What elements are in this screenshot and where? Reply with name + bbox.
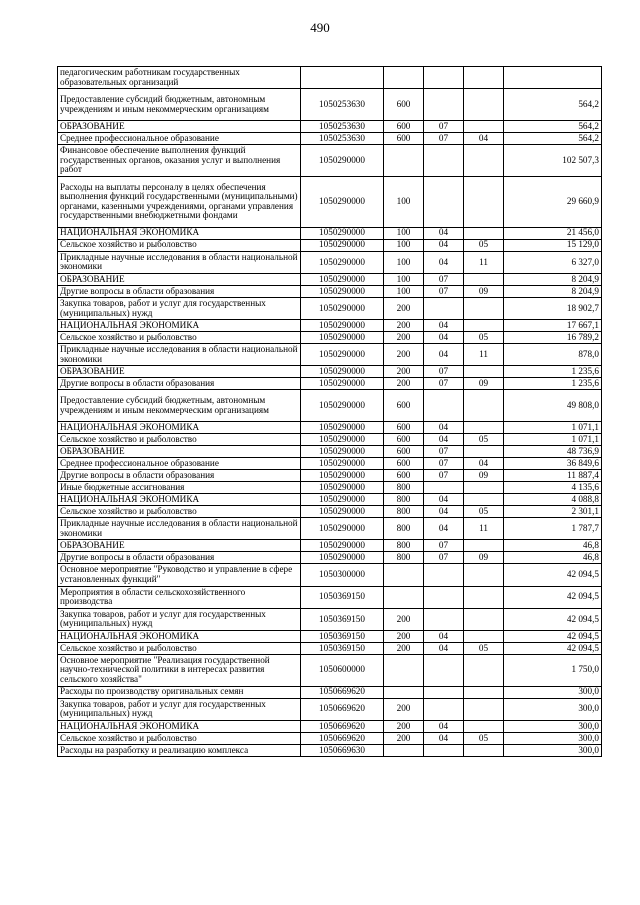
row-name-cell: Предоставление субсидий бюджетным, автономным учреждениям и иным некоммерческим организациям: [58, 89, 301, 121]
row-name-cell: НАЦИОНАЛЬНАЯ ЭКОНОМИКА: [58, 720, 301, 732]
row-rz-cell: 04: [424, 320, 464, 332]
table-row: [58, 434, 602, 446]
row-vr-cell: 200: [384, 698, 424, 720]
row-name-cell: Иные бюджетные ассигнования: [58, 482, 301, 494]
row-pr-cell: 11: [464, 518, 504, 540]
table-row: [58, 630, 602, 642]
row-name-cell: Закупка товаров, работ и услуг для государственных (муниципальных) нужд: [58, 698, 301, 720]
row-vr-cell: 800: [384, 494, 424, 506]
row-code-cell: 1050290000: [301, 251, 384, 273]
row-pr-cell: [464, 540, 504, 552]
table-row: [58, 518, 602, 540]
row-code-cell: 1050669620: [301, 720, 384, 732]
row-name-cell: ОБРАЗОВАНИЕ: [58, 273, 301, 285]
row-vr-cell: 200: [384, 732, 424, 744]
table-row: [58, 344, 602, 366]
row-pr-cell: [464, 608, 504, 630]
row-rz-cell: [424, 297, 464, 319]
row-name-cell: Сельское хозяйство и рыболовство: [58, 434, 301, 446]
row-sum-cell: 2 301,1: [504, 506, 602, 518]
row-code-cell: 1050290000: [301, 227, 384, 239]
row-code-cell: 1050290000: [301, 273, 384, 285]
table-row: [58, 494, 602, 506]
row-name-cell: Расходы по производству оригинальных семян: [58, 686, 301, 698]
row-vr-cell: 200: [384, 332, 424, 344]
row-rz-cell: 04: [424, 422, 464, 434]
row-code-cell: 1050290000: [301, 344, 384, 366]
table-row: [58, 720, 602, 732]
table-row: [58, 239, 602, 251]
row-name-cell: Основное мероприятие "Руководство и управление в сфере установленных функций": [58, 564, 301, 586]
row-vr-cell: 200: [384, 344, 424, 366]
row-vr-cell: 600: [384, 458, 424, 470]
row-name-cell: Закупка товаров, работ и услуг для государственных (муниципальных) нужд: [58, 297, 301, 319]
row-rz-cell: [424, 686, 464, 698]
row-name-cell: Закупка товаров, работ и услуг для государственных (муниципальных) нужд: [58, 608, 301, 630]
table-row: [58, 654, 602, 686]
row-name-cell: Расходы на разработку и реализацию комплекса: [58, 744, 301, 756]
row-rz-cell: [424, 144, 464, 176]
row-sum-cell: 4 088,8: [504, 494, 602, 506]
row-rz-cell: [424, 482, 464, 494]
row-vr-cell: 600: [384, 132, 424, 144]
row-rz-cell: [424, 176, 464, 227]
row-pr-cell: 09: [464, 552, 504, 564]
table-row: [58, 698, 602, 720]
row-vr-cell: 600: [384, 422, 424, 434]
row-pr-cell: [464, 320, 504, 332]
row-name-cell: Прикладные научные исследования в области национальной экономики: [58, 344, 301, 366]
row-pr-cell: [464, 67, 504, 89]
row-code-cell: 1050290000: [301, 518, 384, 540]
row-pr-cell: 05: [464, 239, 504, 251]
row-name-cell: Другие вопросы в области образования: [58, 285, 301, 297]
row-pr-cell: 04: [464, 132, 504, 144]
table-row: [58, 586, 602, 608]
row-code-cell: 1050369150: [301, 630, 384, 642]
row-sum-cell: 300,0: [504, 698, 602, 720]
row-code-cell: 1050290000: [301, 144, 384, 176]
row-sum-cell: 16 789,2: [504, 332, 602, 344]
row-code-cell: 1050290000: [301, 366, 384, 378]
row-name-cell: Основное мероприятие "Реализация государственной научно-технической политики в интересах развития сельского хозяйства": [58, 654, 301, 686]
row-vr-cell: 600: [384, 89, 424, 121]
row-sum-cell: 564,2: [504, 132, 602, 144]
row-name-cell: Среднее профессиональное образование: [58, 458, 301, 470]
row-pr-cell: 11: [464, 251, 504, 273]
row-rz-cell: 04: [424, 506, 464, 518]
row-code-cell: [301, 67, 384, 89]
row-code-cell: 1050290000: [301, 285, 384, 297]
table-row: [58, 332, 602, 344]
row-vr-cell: 100: [384, 239, 424, 251]
row-name-cell: ОБРАЗОВАНИЕ: [58, 120, 301, 132]
row-name-cell: Прикладные научные исследования в области национальной экономики: [58, 518, 301, 540]
row-sum-cell: 1 071,1: [504, 434, 602, 446]
row-vr-cell: 200: [384, 608, 424, 630]
row-pr-cell: 05: [464, 506, 504, 518]
row-sum-cell: 11 887,4: [504, 470, 602, 482]
row-code-cell: 1050290000: [301, 378, 384, 390]
row-pr-cell: [464, 390, 504, 422]
row-rz-cell: 07: [424, 458, 464, 470]
table-row: [58, 132, 602, 144]
row-sum-cell: 564,2: [504, 120, 602, 132]
row-rz-cell: 04: [424, 518, 464, 540]
row-rz-cell: 07: [424, 552, 464, 564]
row-vr-cell: 100: [384, 176, 424, 227]
row-sum-cell: 36 849,6: [504, 458, 602, 470]
row-code-cell: 1050290000: [301, 176, 384, 227]
row-pr-cell: 04: [464, 458, 504, 470]
row-vr-cell: 600: [384, 390, 424, 422]
row-code-cell: 1050369150: [301, 608, 384, 630]
table-row: [58, 89, 602, 121]
page-number: 490: [310, 20, 330, 35]
table-row: [58, 446, 602, 458]
row-code-cell: 1050669620: [301, 686, 384, 698]
table-row: [58, 251, 602, 273]
table-row: [58, 564, 602, 586]
row-vr-cell: 600: [384, 446, 424, 458]
row-pr-cell: 05: [464, 434, 504, 446]
row-sum-cell: 17 667,1: [504, 320, 602, 332]
table-row: [58, 144, 602, 176]
row-rz-cell: 07: [424, 540, 464, 552]
row-pr-cell: [464, 89, 504, 121]
row-vr-cell: 200: [384, 378, 424, 390]
row-vr-cell: 800: [384, 482, 424, 494]
row-vr-cell: 800: [384, 552, 424, 564]
table-row: [58, 470, 602, 482]
row-code-cell: 1050369150: [301, 642, 384, 654]
row-vr-cell: 600: [384, 470, 424, 482]
row-rz-cell: [424, 390, 464, 422]
row-code-cell: 1050253630: [301, 132, 384, 144]
row-sum-cell: 42 094,5: [504, 608, 602, 630]
budget-table: [57, 66, 602, 757]
row-code-cell: 1050669620: [301, 732, 384, 744]
table-row: [58, 378, 602, 390]
row-pr-cell: [464, 482, 504, 494]
table-row: [58, 458, 602, 470]
row-rz-cell: [424, 744, 464, 756]
row-rz-cell: 07: [424, 366, 464, 378]
row-name-cell: Расходы на выплаты персоналу в целях обеспечения выполнения функций государственными (муниципальными) органами, казенными учреждениями, органами управления государственными внебюджетными фондами: [58, 176, 301, 227]
row-name-cell: Прикладные научные исследования в области национальной экономики: [58, 251, 301, 273]
row-sum-cell: 21 456,0: [504, 227, 602, 239]
row-name-cell: НАЦИОНАЛЬНАЯ ЭКОНОМИКА: [58, 422, 301, 434]
row-rz-cell: 04: [424, 227, 464, 239]
row-name-cell: ОБРАЗОВАНИЕ: [58, 366, 301, 378]
row-rz-cell: 04: [424, 344, 464, 366]
row-code-cell: 1050290000: [301, 552, 384, 564]
row-sum-cell: 29 660,9: [504, 176, 602, 227]
row-sum-cell: 300,0: [504, 686, 602, 698]
table-row: [58, 422, 602, 434]
row-vr-cell: [384, 564, 424, 586]
row-sum-cell: 1 235,6: [504, 366, 602, 378]
row-code-cell: 1050290000: [301, 332, 384, 344]
row-rz-cell: 04: [424, 434, 464, 446]
row-sum-cell: 42 094,5: [504, 642, 602, 654]
row-sum-cell: 1 787,7: [504, 518, 602, 540]
row-vr-cell: 200: [384, 642, 424, 654]
row-code-cell: 1050290000: [301, 239, 384, 251]
row-vr-cell: 200: [384, 720, 424, 732]
row-pr-cell: [464, 630, 504, 642]
row-sum-cell: 42 094,5: [504, 564, 602, 586]
row-sum-cell: 8 204,9: [504, 273, 602, 285]
table-row: [58, 744, 602, 756]
row-pr-cell: [464, 227, 504, 239]
row-name-cell: Финансовое обеспечение выполнения функций государственных органов, оказания услуг и выполнения работ: [58, 144, 301, 176]
row-rz-cell: 04: [424, 332, 464, 344]
table-row: [58, 552, 602, 564]
row-code-cell: 1050369150: [301, 586, 384, 608]
row-rz-cell: 07: [424, 273, 464, 285]
row-pr-cell: [464, 144, 504, 176]
table-row: [58, 227, 602, 239]
row-vr-cell: 100: [384, 227, 424, 239]
row-code-cell: 1050290000: [301, 320, 384, 332]
table-row: [58, 482, 602, 494]
row-vr-cell: [384, 586, 424, 608]
row-code-cell: 1050290000: [301, 458, 384, 470]
row-name-cell: НАЦИОНАЛЬНАЯ ЭКОНОМИКА: [58, 630, 301, 642]
row-sum-cell: 46,8: [504, 552, 602, 564]
row-rz-cell: 07: [424, 470, 464, 482]
row-rz-cell: [424, 654, 464, 686]
row-name-cell: Предоставление субсидий бюджетным, автономным учреждениям и иным некоммерческим организациям: [58, 390, 301, 422]
row-pr-cell: 09: [464, 470, 504, 482]
row-vr-cell: 100: [384, 251, 424, 273]
row-code-cell: 1050253630: [301, 120, 384, 132]
row-code-cell: 1050290000: [301, 446, 384, 458]
row-pr-cell: [464, 297, 504, 319]
row-pr-cell: [464, 120, 504, 132]
row-pr-cell: 05: [464, 642, 504, 654]
row-vr-cell: 100: [384, 285, 424, 297]
table-row: [58, 285, 602, 297]
row-vr-cell: 800: [384, 518, 424, 540]
row-name-cell: Другие вопросы в области образования: [58, 552, 301, 564]
table-row: [58, 67, 602, 89]
row-code-cell: 1050290000: [301, 506, 384, 518]
row-pr-cell: [464, 273, 504, 285]
row-sum-cell: 42 094,5: [504, 586, 602, 608]
row-rz-cell: 04: [424, 494, 464, 506]
row-vr-cell: 200: [384, 630, 424, 642]
row-code-cell: 1050600000: [301, 654, 384, 686]
row-pr-cell: [464, 422, 504, 434]
row-name-cell: Другие вопросы в области образования: [58, 470, 301, 482]
row-sum-cell: 1 235,6: [504, 378, 602, 390]
row-vr-cell: [384, 686, 424, 698]
row-code-cell: 1050300000: [301, 564, 384, 586]
row-code-cell: 1050290000: [301, 434, 384, 446]
row-name-cell: Сельское хозяйство и рыболовство: [58, 506, 301, 518]
row-vr-cell: [384, 744, 424, 756]
table-row: [58, 320, 602, 332]
row-pr-cell: [464, 654, 504, 686]
row-name-cell: Сельское хозяйство и рыболовство: [58, 642, 301, 654]
row-name-cell: ОБРАЗОВАНИЕ: [58, 446, 301, 458]
row-sum-cell: 4 135,6: [504, 482, 602, 494]
table-row: [58, 120, 602, 132]
row-sum-cell: 8 204,9: [504, 285, 602, 297]
row-name-cell: НАЦИОНАЛЬНАЯ ЭКОНОМИКА: [58, 227, 301, 239]
row-code-cell: 1050290000: [301, 470, 384, 482]
row-name-cell: ОБРАЗОВАНИЕ: [58, 540, 301, 552]
row-sum-cell: 48 736,9: [504, 446, 602, 458]
row-pr-cell: 09: [464, 285, 504, 297]
row-pr-cell: [464, 494, 504, 506]
row-pr-cell: [464, 744, 504, 756]
row-code-cell: 1050669630: [301, 744, 384, 756]
row-rz-cell: 07: [424, 132, 464, 144]
table-row: [58, 297, 602, 319]
row-code-cell: 1050290000: [301, 297, 384, 319]
row-sum-cell: 102 507,3: [504, 144, 602, 176]
row-vr-cell: [384, 144, 424, 176]
row-code-cell: 1050290000: [301, 540, 384, 552]
row-name-cell: Другие вопросы в области образования: [58, 378, 301, 390]
row-sum-cell: [504, 67, 602, 89]
row-sum-cell: 46,8: [504, 540, 602, 552]
row-rz-cell: 07: [424, 120, 464, 132]
row-pr-cell: 05: [464, 732, 504, 744]
row-code-cell: 1050290000: [301, 494, 384, 506]
row-sum-cell: 15 129,0: [504, 239, 602, 251]
row-pr-cell: 11: [464, 344, 504, 366]
table-row: [58, 506, 602, 518]
row-rz-cell: [424, 586, 464, 608]
row-code-cell: 1050290000: [301, 482, 384, 494]
row-sum-cell: 300,0: [504, 732, 602, 744]
row-name-cell: Сельское хозяйство и рыболовство: [58, 332, 301, 344]
row-rz-cell: 07: [424, 446, 464, 458]
row-vr-cell: 100: [384, 273, 424, 285]
row-vr-cell: 600: [384, 434, 424, 446]
row-rz-cell: 04: [424, 720, 464, 732]
row-pr-cell: [464, 176, 504, 227]
table-row: [58, 732, 602, 744]
row-name-cell: педагогическим работникам государственных образовательных организаций: [58, 67, 301, 89]
row-pr-cell: [464, 686, 504, 698]
row-vr-cell: 200: [384, 320, 424, 332]
row-vr-cell: [384, 67, 424, 89]
row-code-cell: 1050669620: [301, 698, 384, 720]
row-vr-cell: 800: [384, 540, 424, 552]
row-sum-cell: 564,2: [504, 89, 602, 121]
row-code-cell: 1050290000: [301, 422, 384, 434]
budget-table-body: [58, 67, 602, 757]
row-sum-cell: 300,0: [504, 744, 602, 756]
row-pr-cell: [464, 698, 504, 720]
row-code-cell: 1050290000: [301, 390, 384, 422]
row-pr-cell: [464, 720, 504, 732]
table-row: [58, 390, 602, 422]
row-sum-cell: 49 808,0: [504, 390, 602, 422]
row-sum-cell: 1 750,0: [504, 654, 602, 686]
table-row: [58, 540, 602, 552]
row-vr-cell: 200: [384, 366, 424, 378]
row-rz-cell: 04: [424, 239, 464, 251]
table-row: [58, 176, 602, 227]
row-sum-cell: 878,0: [504, 344, 602, 366]
row-pr-cell: [464, 366, 504, 378]
row-name-cell: Среднее профессиональное образование: [58, 132, 301, 144]
row-rz-cell: [424, 67, 464, 89]
row-name-cell: Мероприятия в области сельскохозяйственного производства: [58, 586, 301, 608]
row-code-cell: 1050253630: [301, 89, 384, 121]
row-pr-cell: [464, 586, 504, 608]
table-row: [58, 366, 602, 378]
row-rz-cell: [424, 608, 464, 630]
row-rz-cell: 04: [424, 732, 464, 744]
row-pr-cell: 05: [464, 332, 504, 344]
row-pr-cell: [464, 446, 504, 458]
row-vr-cell: 200: [384, 297, 424, 319]
row-vr-cell: [384, 654, 424, 686]
table-row: [58, 608, 602, 630]
row-pr-cell: 09: [464, 378, 504, 390]
row-rz-cell: 07: [424, 378, 464, 390]
table-row: [58, 686, 602, 698]
row-pr-cell: [464, 564, 504, 586]
row-rz-cell: 04: [424, 251, 464, 273]
row-sum-cell: 42 094,5: [504, 630, 602, 642]
row-rz-cell: [424, 564, 464, 586]
row-rz-cell: 04: [424, 642, 464, 654]
row-vr-cell: 600: [384, 120, 424, 132]
row-name-cell: Сельское хозяйство и рыболовство: [58, 239, 301, 251]
table-row: [58, 273, 602, 285]
row-vr-cell: 800: [384, 506, 424, 518]
row-sum-cell: 1 071,1: [504, 422, 602, 434]
row-rz-cell: [424, 698, 464, 720]
row-name-cell: НАЦИОНАЛЬНАЯ ЭКОНОМИКА: [58, 320, 301, 332]
row-name-cell: Сельское хозяйство и рыболовство: [58, 732, 301, 744]
table-row: [58, 642, 602, 654]
row-sum-cell: 18 902,7: [504, 297, 602, 319]
row-rz-cell: [424, 89, 464, 121]
row-rz-cell: 07: [424, 285, 464, 297]
row-sum-cell: 300,0: [504, 720, 602, 732]
row-name-cell: НАЦИОНАЛЬНАЯ ЭКОНОМИКА: [58, 494, 301, 506]
row-sum-cell: 6 327,0: [504, 251, 602, 273]
row-rz-cell: 04: [424, 630, 464, 642]
